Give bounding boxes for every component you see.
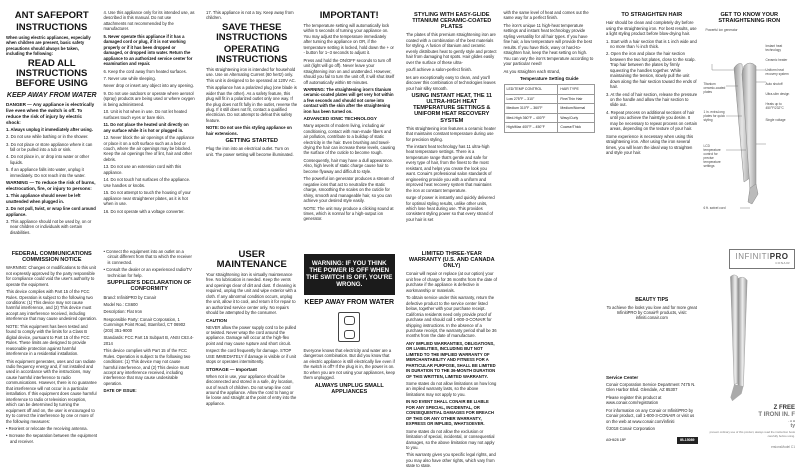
list-item: 3. This appliance should not be used by, on or near children or individuals with certain disabilities. — [6, 219, 92, 235]
paragraph: The plates of this premium straightening iron are coated with a combination of the best materials for styling. A fusion of titanium and ceramic evenly distributes heat to gently style and protect hair from damaging hot spots. Hair glides easily over the surface of these ultra- — [406, 32, 497, 65]
heading: READ ALL INSTRUCTIONS BEFORE USING — [15, 57, 88, 89]
table-row — [504, 113, 595, 123]
column — [406, 249, 498, 470]
table-cell: Medium/Normal — [558, 104, 595, 114]
column — [606, 249, 698, 470]
temperature-table — [504, 84, 596, 133]
heading: SAVE THESE INSTRUCTIONS — [216, 21, 288, 43]
column — [704, 249, 796, 470]
panel-maintenance — [200, 235, 400, 470]
paragraph: This straightening iron features a ceramic heater that maintains constant temperature during use for precision styling. — [406, 125, 496, 142]
paragraph: The temperature setting will automatically lock within 5 seconds of turning your appliance on. You may adjust the temperature immediately after turning the appliance on OR, if the temperature setting is locked, hold down the + or - button for 1–3 seconds to adjust it. — [303, 22, 394, 56]
table-cell: Wavy/Curly — [558, 113, 595, 123]
paragraph: Some states do not allow the exclusion or limitation of special, incidental, or consequential damages, so the above limitation may not apply to you. — [406, 428, 495, 451]
warning-box: WARNING: IF YOU THINK THE POWER IS OFF WHEN THE SWITCH IS OFF, YOU'RE WRONG. — [304, 254, 396, 295]
paragraph: Hair should be clean and completely dry before using the straightening iron. For best results, use a light styling product before blow-drying hair. — [606, 20, 697, 37]
column — [6, 249, 98, 470]
paragraph: This device complies with Part 15 of the FCC Rules. Operation is subject to the following two conditions: (1) This device may not cause harmful interference, and (2) This device must accept any interference received, including interference that may cause undesired operation. — [6, 289, 98, 322]
panel-styling — [400, 0, 600, 235]
paragraph: 16. Do not operate with a voltage converter. — [103, 208, 185, 214]
paragraph: 13. Do not use an extension cord with this appliance. — [103, 164, 182, 175]
diagram-label: Heats up to 450°F/232°C — [765, 102, 784, 111]
subheading: SUPPLIER'S DECLARATION OF CONFORMITY — [107, 280, 192, 293]
diagram-label: LCD temperature control for precise temperature settings — [704, 144, 726, 168]
diagram-label: Titanium ceramic-coated plates — [703, 82, 726, 95]
paragraph: 10. Unit is hot when in use. Do not let heated surfaces touch eyes or bare skin. — [103, 109, 187, 120]
bold-paragraph: DATE OF ISSUE: — [103, 388, 137, 394]
paragraph: 17. This appliance is not a toy. Keep away from children. — [206, 10, 294, 21]
paragraph: Model No.: CS600 — [103, 302, 138, 307]
paragraph: Press and hold the ON/OFF seconds to turn off unit (light will go off). Never leave your straightening iron on and unattended. However, should you fail to turn the unit off, it will shut itself off automatically within 60 minutes. — [303, 57, 395, 85]
heading: USER MAINTENANCE — [216, 249, 287, 270]
logo-text: INFINITI — [735, 252, 770, 261]
subheading: GET TO KNOW YOUR STRAIGHTENING IRON — [718, 12, 781, 25]
paragraph: 14. Do not touch hot surfaces of the appliance. Use handles or knobs. — [103, 177, 191, 188]
paragraph: 4. Use this appliance only for its intended use, as described in this manual. Do not use attachments not recommended by the manufacturer. — [103, 10, 195, 32]
straightening-iron-photo — [716, 273, 756, 403]
section-label: WARNING — To reduce the risk of burns, electrocution, fire, or injury to persons: — [6, 180, 96, 192]
paragraph: This warranty gives you specific legal rights, and you may also have other rights, which vary from state to state. — [406, 452, 496, 469]
cover-title: Z FREE — [773, 405, 795, 412]
paragraph: This device complies with Part 15 of the FCC Rules. Operation is subject to the following two conditions: (1) This device may not cause harmful interference, and (2) This device must accept any interference received, including interference that may cause undesirable operation. — [103, 348, 191, 386]
list-item: 5. If an appliance falls into water, unplug it immediately. Do not reach into the water. — [6, 167, 86, 178]
paragraph: NEVER allow the power supply cord to be pulled or twisted. Never wrap the cord around the appliance. Damage will occur at the high-flex point and may cause rupture and short circuit. — [206, 324, 297, 346]
diagram-label: Uniform heat recovery system — [765, 68, 789, 77]
bold-paragraph: 1. This appliance should never be left unattended when plugged in. — [6, 193, 81, 204]
bold-paragraph: ANY IMPLIED WARRANTIES, OBLIGATIONS, OR LIABILITIES, INCLUDING BUT NOT LIMITED TO THE IMPLIED WARRANTY OF MERCHANTABILITY AND FITNESS FOR A PARTICULAR PURPOSE, SHALL BE LIMITED IN DURATION TO THE 36-MONTH DURATION OF THIS WRITTEN, LIMITED WARRANTY. — [406, 340, 496, 379]
code-left: A0H628 18P — [606, 438, 626, 443]
bold-paragraph: 5. Never operate this appliance if it has a damaged cord or plug, if it is not working properly or if it has been dropped or damaged, or dropped into water. Return the appliance to an authorized service center for examination and repair. — [103, 33, 193, 67]
table-cell: Low 275°F – 310° — [504, 94, 558, 104]
column — [206, 10, 298, 235]
paragraph: 6. Keep the cord away from heated surfaces. — [103, 68, 187, 74]
paragraph: To obtain service under this warranty, return the defective product to the service center listed below, together with your purchase receipt. California residents need only provide proof of purchase and should call 1-800-3-CONAIR for shipping instructions. In the absence of a purchase receipt, the warranty period shall be 36 months from the date of manufacture. — [406, 295, 497, 339]
paragraph: Conair will repair or replace (at our option) your unit free of charge for 36 months from the date of purchase if the appliance is defective in workmanship or materials. — [406, 271, 498, 293]
table-cell: Medium 310°F – 360°F — [504, 104, 558, 114]
panel-straighten — [600, 0, 800, 235]
paragraph: To achieve the looks you love and for more great InfinitiPRO by Conair® products, visit: infiniti.conair.com — [606, 304, 697, 321]
column — [406, 10, 498, 235]
paragraph: Consequently, hair may have a dull appearance. Also, high levels of static charge cause hair to become flyaway and difficult to style. — [303, 157, 394, 174]
paragraph: tes are exceptionally easy to clean, and you'll discover this combination of technologies leaves your hair silky smooth. — [406, 74, 496, 91]
panel-fcc — [0, 235, 200, 470]
section-label: ADVANCED IONIC TECHNOLOGY — [303, 116, 377, 122]
table-title: Temperature Setting Guide — [519, 75, 579, 81]
list-item: 4. Do not place in, or drop into water or other liquids. — [6, 154, 90, 165]
list-item: • Increase the separation between the equipment and receiver. — [6, 433, 98, 444]
paragraph: NOTE: The unit may produce a clicking sound at times, which is normal for a high-output ion generator. — [303, 205, 394, 222]
paragraph: 12. Never block the air openings of the appliance or place it on a soft surface such as a bed or couch, where the air openings may be blocked. Keep the air openings free of lint, hair and other debris. — [103, 135, 195, 162]
panel-safety — [0, 0, 200, 235]
bold-paragraph: WARNING: The straightening iron's titanium ceramic-coated plates will get very hot within a few seconds and should not come into contact with the skin after the straightening iron has been turned on. — [303, 86, 394, 114]
table-row — [504, 94, 595, 104]
paragraph: Description: Flat Iron — [103, 309, 143, 315]
panel-operating — [200, 0, 400, 235]
diagram-label: 1 in. extra-long plates for quick styling — [703, 110, 725, 123]
paragraph: with the same level of heat and comes out the same way for a perfect finish. — [503, 10, 589, 21]
cover-title: T IRONI IN. F — [758, 412, 795, 419]
paragraph: you'll achieve a salon-perfect finish. — [406, 67, 472, 73]
list-item: 3. Do not place or store appliance where it can fall or be pulled into a tub or sink. — [6, 141, 93, 152]
paragraph: 9. Do not use outdoors or operate where aerosol (spray) products are being used or where oxygen is being administered. — [103, 90, 195, 107]
electrical-outlet-icon — [338, 312, 360, 342]
bold-paragraph: 2. Do not pull, twist, or wrap line cord around appliance. — [6, 206, 96, 217]
paragraph: Standards: FCC Part 15 Subpart B, ANSI C63.4-2014 — [103, 335, 194, 346]
column — [504, 10, 596, 235]
panel-warranty — [400, 235, 600, 470]
paragraph: This appliance has a polarized plug (one blade is wider than the other). As a safety feature, this plug will fit in a polarized outlet only one way. If the plug does not fit fully in the outlet, reverse the plug. If it still does not fit, contact a qualified electrician. Do not attempt to defeat this safety feature. — [206, 85, 298, 123]
paragraph: Brand: InfinitiPRO by Conair — [103, 294, 157, 300]
paragraph: Your straightening iron is virtually maintenance free. No lubrication is needed. Keep the vents and openings clear of dirt and dust. If cleaning is required, unplug the unit and wipe exterior with a cloth. If any abnormal condition occurs, unplug the unit, allow it to cool, and return it for repair to an authorized service center only. No repairs should be attempted by the consumer. — [206, 271, 297, 316]
logo-subtext: CONAIR — [775, 261, 790, 266]
diagram-label: Ultra-slim design — [765, 92, 790, 97]
list-item: 1. Start with a hair section that is 1 inch wide and no more than ½ inch thick. — [606, 38, 697, 49]
cover-model: ersionsModel C1 — [771, 444, 795, 449]
column — [206, 249, 298, 470]
list-item: 3. At the end of hair section, release the pressure on the handle and allow the hair section to slide out. — [606, 91, 698, 108]
paragraph: This straightening iron is intended for household use. Use on Alternating Current (60 hertz) only. This unit is designed to be operated at 120V AC. — [206, 66, 296, 83]
paragraph: Plug the iron into an electrical outlet. Turn on unit. The power setting will become illuminated. — [206, 146, 294, 157]
header-cell: LED/TEMP CONTROL — [504, 84, 558, 94]
bold-paragraph: When using electric appliances, especially when children are present, basic safety precautions should always be taken, including the following: — [6, 34, 91, 57]
cover-title: ty — [790, 423, 795, 430]
paragraph: Some experience is necessary when using this straightening iron. After using the iron several times, you will learn the ideal way to straighten and style your hair. — [606, 133, 694, 156]
iron-diagram — [704, 26, 796, 226]
bold-paragraph: 1. Always unplug it immediately after using. — [6, 126, 93, 132]
paragraph: NOTE: This equipment has been tested and found to comply with the limits for a Class B digital device, pursuant to Part 15 of the FCC Rules. These limits are designed to provide reasonable protection against harmful interference in a residential installation. — [6, 323, 90, 357]
paragraph: 15. Do not attempt to touch the housing of your appliance near straightener plates, as it is hot when in use. — [103, 190, 191, 207]
paragraph: The powerful ion generator produces a stream of negative ions that act to neutralize the static charge, smoothing the scales on the cuticle for shiny, smooth and manageable hair, so you can achieve your desired style easily. — [303, 176, 395, 204]
heading: IMPORTANT! — [319, 10, 379, 21]
list-item: 2. Open the iron and place the hair section between the two hot plates, close to the scalp. Trap hair between the plates by firmly squeezing the handles together. While maintaining the tension, slowly pull the unit down along the hair section toward the ends of hair. — [606, 51, 697, 90]
diagram-label: 6 ft. swivel cord — [703, 206, 726, 211]
subheading: ALWAYS UNPLUG SMALL APPLIANCES — [314, 382, 384, 395]
diagram-label: Single voltage — [765, 118, 786, 123]
table-cell: High/Max 400°F – 450°F — [504, 123, 558, 133]
panel-cover — [600, 235, 800, 470]
list-item: 2. Do not use while bathing or in the shower. — [6, 134, 89, 140]
column — [104, 10, 196, 235]
subheading: LIMITED THREE-YEAR WARRANTY (U.S. AND CANADA ONLY) — [408, 251, 495, 270]
table-cell: Coarse/Thick — [558, 123, 595, 133]
paragraph: Responsible Party: Conair Corporation, 1 Cummings Point Road, Stamford, CT 06902 (203) 351-9000 — [103, 316, 186, 333]
paragraph: 7. Never use while sleeping. — [103, 75, 156, 81]
paragraph: Some states do not allow limitations on how long an implied warranty lasts, so the above limitations may not apply to you. — [406, 381, 497, 397]
outlet-socket — [344, 316, 355, 325]
paragraph: The iron's unique 11 high-heat temperature settings and instant heat technology provide styling versatility for all hair types. If you have fine hair, a low temperature will provide the best results. If you have thick, wavy or hard-to-straighten hair, keep the heat setting on high. You can vary the iron's temperature according to your particular need! — [503, 22, 594, 67]
list-item: • Reorient or relocate the receiving antenna. — [6, 425, 88, 431]
header-cell: HAIR TYPE — [558, 84, 595, 94]
paragraph: Please register this product at www.conair.com/registration — [606, 394, 662, 406]
column — [606, 10, 698, 235]
table-row — [504, 104, 595, 114]
table-header — [504, 84, 595, 94]
heading: ANT SAFEPORT — [14, 10, 89, 21]
column — [304, 249, 396, 470]
heading: OPERATING INSTRUCTIONS — [216, 43, 288, 65]
cover-note: prevent ordinary use of this product, always read the instruction book carefully before using. — [709, 430, 795, 438]
paragraph: WARNING: Changes or modifications to this unit not expressly approved by the party responsible for compliance could void the user's authority to operate the equipment. — [6, 265, 96, 287]
diagram-label: Instant heat technology — [765, 44, 783, 53]
list-item: • Connect the equipment into an outlet on a circuit different from that to which the receiver is connected. — [103, 249, 192, 265]
table-cell: Fine/Thin Hair — [558, 94, 595, 104]
bold-paragraph: IN NO EVENT SHALL CONAIR BE LIABLE FOR ANY SPECIAL, INCIDENTAL, OR CONSEQUENTIAL DAMAGES FOR BREACH OF THIS OR ANY OTHER WARRANTY, EXPRESS OR IMPLIED, WHATSOEVER. — [406, 399, 494, 427]
bold-paragraph: NOTE: Do not use this styling appliance on hair extensions. — [206, 125, 292, 136]
column — [104, 249, 196, 470]
column — [504, 249, 596, 470]
spacer — [606, 249, 698, 295]
paragraph: When not in use, your appliance should be disconnected and stored in a safe, dry location, out of reach of children. Do not wrap line cord around the appliance. Allow the cord to hang or lie loose and straight at the point of entry into the appliance. — [206, 373, 297, 406]
bold-paragraph: 11. Do not place the heated unit directly on any surface while it is hot or plugged in. — [103, 122, 189, 133]
section-label: BEAUTY TIPS — [635, 297, 669, 303]
table-row — [504, 123, 595, 133]
spacer — [606, 323, 698, 373]
paragraph: ©2018 Conair Corporation — [606, 426, 655, 431]
column — [6, 10, 98, 235]
diagram-label: Ceramic heater — [765, 58, 788, 63]
heading: KEEP AWAY FROM WATER — [304, 298, 395, 306]
temperature-guide — [504, 76, 596, 133]
paragraph: Never drop or insert any object into any opening. — [103, 83, 194, 89]
paragraph: Everyone knows that electricity and water are a dangerous combination. But did you know that an electric appliance is still electrically live even if the switch is off? If the plug is in, the power is on. So when you are not using your appliances, keep them unplugged. — [303, 347, 395, 381]
heading-keep-away: KEEP AWAY FROM WATER — [6, 91, 97, 99]
cover-product — [704, 269, 796, 459]
list-item: 4. Repeat process on additional sections of hair until you achieve the hairstyle you desire. It may be necessary to repeat process on certain areas, depending on the texture of your hair. — [606, 109, 698, 132]
paragraph: Many aspects of modern living, including air conditioning, contact with man-made fibers and air pollution, contribute to a buildup of static electricity in the hair. Even brushing and towel-drying the hair can increase these levels, causing the surface of the cuticle to become rough. — [303, 123, 395, 156]
cover-text — [705, 405, 795, 448]
footer-codes — [606, 437, 698, 444]
section-label: DANGER — Any appliance is electrically live even when the switch is off. To reduce the risk of injury by electric shock: — [6, 101, 95, 125]
section-label: STORAGE — Important — [206, 366, 257, 372]
table-cell: Med-High 360°F – 400°F — [504, 113, 558, 123]
subheading: STYLING WITH EASY-GLIDE TITANIUM CERAMIC-COATED PLATES — [412, 12, 492, 31]
diagram-label: Powerful ion generator — [706, 28, 756, 32]
subheading: FEDERAL COMMUNICATIONS COMMISSION NOTICE — [11, 251, 92, 264]
code-right: IB-15089 — [677, 437, 697, 444]
section-label: Service Center — [606, 374, 639, 380]
paragraph: Inspect the cord frequently for damage. STOP USE IMMEDIATELY if damage is visible or if unit stops or operates intermittently. — [206, 348, 297, 365]
subheading: GETTING STARTED — [225, 138, 278, 145]
paragraph: Conair Corporation Service Department 7475 N. Glen Harbor Blvd. Glendale, AZ 85307 — [606, 381, 696, 393]
cover-title: - A H — [788, 418, 795, 423]
paragraph: For information on any Conair or InfinitiPRO by Conair product, call 1-800-3-CONAIR or visit us on the web at www.conair.com/infiniti — [606, 407, 695, 424]
paragraph: This equipment generates, uses and can radiate radio frequency energy and, if not installed and used in accordance with the instructions, may cause harmful interference to radio communications. However, there is no guarantee that interference will not occur in a particular installation. If this equipment does cause harmful interference to radio or television reception, which can be determined by turning the equipment off and on, the user is encouraged to try to correct the interference by one or more of the following measures: — [6, 358, 97, 424]
section-label: CAUTION — [206, 317, 227, 323]
paragraph: As you straighten each strand, — [503, 68, 561, 74]
logo-text-bold: PRO — [769, 252, 789, 261]
subheading: USING INSTANT HEAT, THE 11 ULTRA-HIGH HEAT TEMPERATURE SETTINGS & UNIFORM HEAT RECOVERY SYSTEM — [411, 92, 493, 124]
paragraph: The instant heat technology has 11 ultra-high heat temperature settings. There is a temperature range that's gentle and safe for every type of hair, from the finest to the most resistant, and helps you create the look you want. Conair's professional salon standards of engineering provide you with a uniform and improved heat recovery system that maintains the iron at constant temperature. — [406, 144, 492, 193]
paragraph: surge of power is instantly and quickly delivered for optimal styling results, unlike other units, which lose heat during use. This provides consistent styling power so that every strand of your hair is set — [406, 195, 495, 222]
outlet-socket — [344, 330, 355, 339]
infinitipro-logo — [729, 249, 795, 269]
subheading: TO STRAIGHTEN HAIR — [621, 12, 683, 18]
list-item: • Consult the dealer or an experienced radio/TV technician for help. — [103, 267, 192, 278]
column — [304, 10, 396, 235]
column — [704, 10, 796, 235]
diagram-label: Auto shutoff — [765, 82, 783, 87]
heading: INSTRUCTIONS — [16, 21, 88, 33]
